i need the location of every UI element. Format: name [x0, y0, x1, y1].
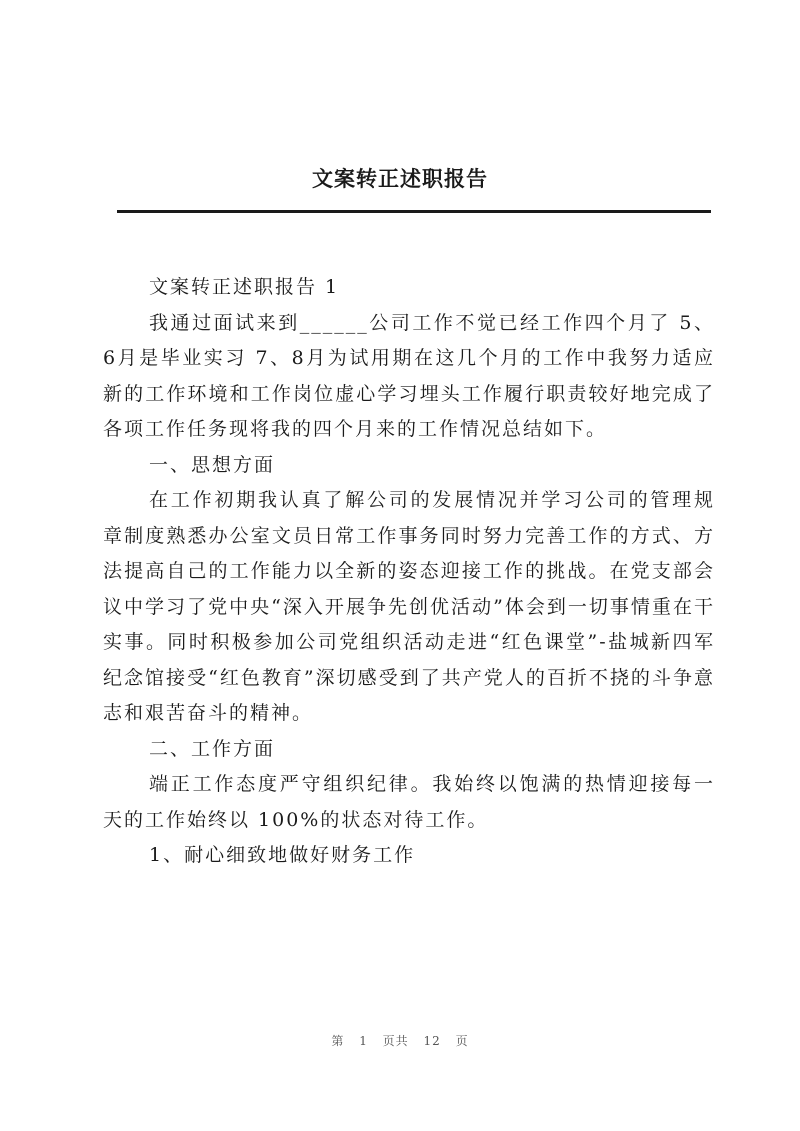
paragraph-work: 端正工作态度严守组织纪律。我始终以饱满的热情迎接每一天的工作始终以 100%的状态对待工作。 — [103, 773, 715, 831]
paragraph-intro: 我通过面试来到______公司工作不觉已经工作四个月了 5、6月是毕业实习 7、8月为试用期在这几个月的工作中我努力适应新的工作环境和工作岗位虚心学习埋头工作履行职责较好地完成了各项工作任务现将我的四个月来的工作情况总结如下。 — [103, 311, 715, 440]
section-heading-work: 二、工作方面 — [149, 737, 276, 760]
page-footer — [0, 1032, 800, 1049]
subsection-heading-finance: 1、耐心细致地做好财务工作 — [149, 844, 416, 866]
section-heading-thought: 一、思想方面 — [149, 453, 276, 476]
report-heading: 文案转正述职报告 1 — [149, 276, 340, 298]
footer-current-page: 1 — [359, 1034, 368, 1048]
footer-label-pages: 页 — [455, 1034, 469, 1048]
footer-label-of: 页共 — [382, 1034, 409, 1048]
footer-total-pages: 12 — [423, 1034, 441, 1048]
footer-label-page: 第 — [331, 1034, 345, 1048]
document-body — [103, 270, 715, 874]
document-title: 文案转正述职报告 — [312, 166, 488, 191]
paragraph-thought: 在工作初期我认真了解公司的发展情况并学习公司的管理规章制度熟悉办公室文员日常工作事务同时努力完善工作的方式、方法提高自己的工作能力以全新的姿态迎接工作的挑战。在党支部会议中学习了党中央“深入开展争先创优活动”体会到一切事情重在干实事。同时积极参加公司党组织活动走进“红色课堂”-盐城新四军纪念馆接受“红色教育”深切感受到了共产党人的百折不挠的斗争意志和艰苦奋斗的精神。 — [103, 489, 715, 724]
title-divider — [117, 210, 711, 213]
